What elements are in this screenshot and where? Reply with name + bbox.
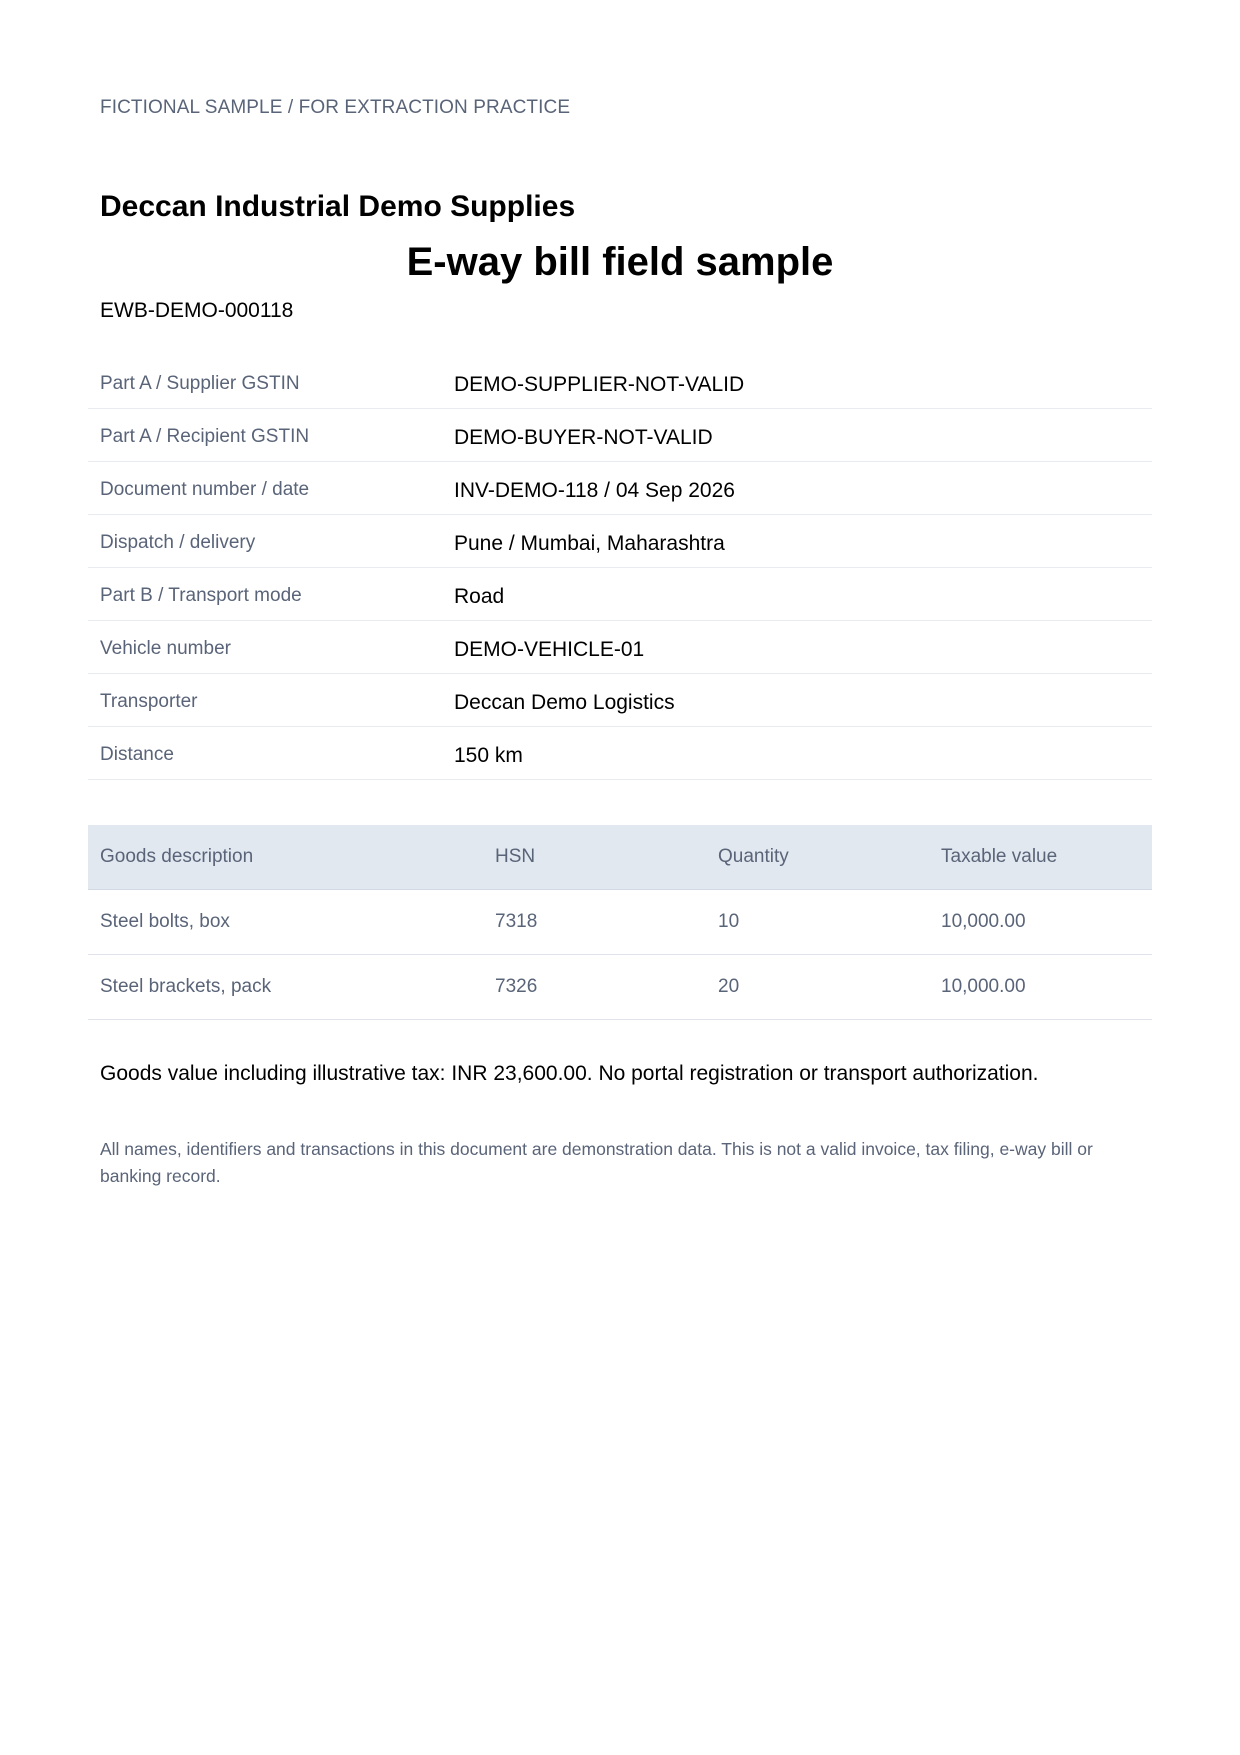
field-value: Deccan Demo Logistics — [454, 691, 675, 714]
field-label: Transporter — [100, 691, 198, 712]
field-label: Part A / Recipient GSTIN — [100, 426, 310, 447]
field-value: Pune / Mumbai, Maharashtra — [454, 532, 725, 555]
field-row — [88, 515, 1152, 568]
field-label: Part A / Supplier GSTIN — [100, 373, 300, 394]
quantity-cell: 10 — [718, 911, 740, 932]
table-row — [88, 955, 1152, 1020]
taxable-value-cell: 10,000.00 — [941, 911, 1026, 932]
goods-table-header — [88, 825, 1152, 890]
field-row — [88, 409, 1152, 462]
column-header-quantity: Quantity — [718, 846, 789, 867]
quantity-cell: 20 — [718, 976, 740, 997]
field-label: Distance — [100, 744, 174, 765]
field-value: DEMO-VEHICLE-01 — [454, 638, 645, 661]
field-row — [88, 674, 1152, 727]
field-row — [88, 356, 1152, 409]
field-row — [88, 727, 1152, 780]
field-table — [88, 356, 1152, 780]
column-header-taxable-value: Taxable value — [941, 846, 1058, 867]
field-value: DEMO-SUPPLIER-NOT-VALID — [454, 373, 745, 396]
goods-description-cell: Steel brackets, pack — [100, 976, 272, 997]
goods-description-cell: Steel bolts, box — [100, 911, 230, 932]
field-label: Part B / Transport mode — [100, 585, 302, 606]
field-row — [88, 621, 1152, 674]
field-label: Document number / date — [100, 479, 310, 500]
field-value: Road — [454, 585, 505, 608]
hsn-cell: 7318 — [495, 911, 538, 932]
field-value: DEMO-BUYER-NOT-VALID — [454, 426, 713, 449]
goods-table — [88, 825, 1152, 1020]
sample-banner: FICTIONAL SAMPLE / FOR EXTRACTION PRACTICE — [100, 97, 571, 118]
document-number: EWB-DEMO-000118 — [100, 299, 294, 322]
field-label: Dispatch / delivery — [100, 532, 256, 553]
field-row — [88, 462, 1152, 515]
company-name: Deccan Industrial Demo Supplies — [100, 190, 576, 223]
table-row — [88, 890, 1152, 955]
disclaimer-text: All names, identifiers and transactions in this document are demonstration data. This is not a valid invoice, tax filing, e-way bill or banking record. — [100, 1139, 1093, 1186]
field-value: 150 km — [454, 744, 523, 767]
goods-value-summary: Goods value including illustrative tax: INR 23,600.00. No portal registration or transport authorization. — [100, 1062, 1039, 1085]
document-title: E-way bill field sample — [406, 240, 834, 284]
field-value: INV-DEMO-118 / 04 Sep 2026 — [454, 479, 735, 502]
field-row — [88, 568, 1152, 621]
column-header-description: Goods description — [100, 846, 254, 867]
field-label: Vehicle number — [100, 638, 231, 659]
taxable-value-cell: 10,000.00 — [941, 976, 1026, 997]
column-header-hsn: HSN — [495, 846, 536, 867]
hsn-cell: 7326 — [495, 976, 538, 997]
